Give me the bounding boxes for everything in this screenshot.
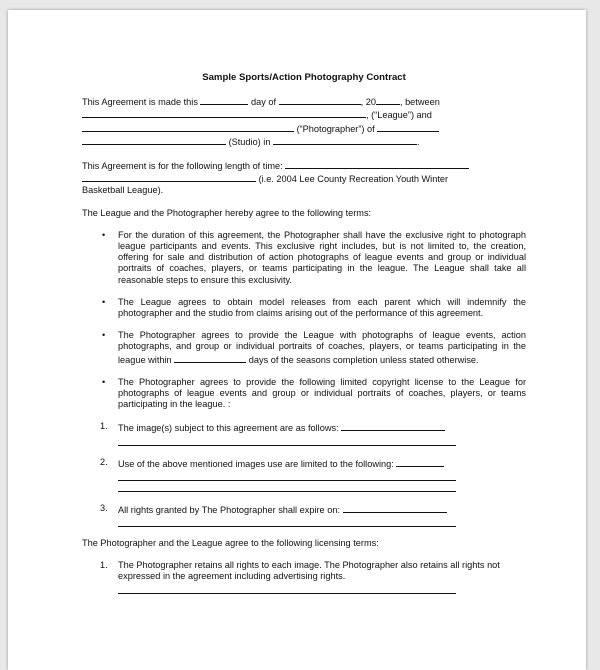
photographer-line (82, 122, 526, 135)
between-label: , between (399, 97, 440, 108)
item-number: 1. (100, 421, 108, 432)
studio-label: (Studio) in (228, 136, 271, 147)
photographer-name-blank[interactable] (82, 122, 294, 132)
agreement-parties-section (82, 95, 526, 148)
season-blank[interactable] (82, 172, 256, 182)
license-item-images-text: The image(s) subject to this agreement are as follows: (118, 423, 339, 434)
photographer-label: (“Photographer”) of (296, 123, 375, 134)
day-blank[interactable] (200, 95, 248, 105)
length-line-1 (82, 159, 526, 172)
length-blank[interactable] (285, 159, 469, 169)
rights-blank-line[interactable] (118, 583, 456, 594)
bullet-icon: • (102, 296, 106, 307)
term-delivery (82, 330, 526, 366)
usage-blank-line-2[interactable] (118, 470, 456, 481)
league-line (82, 108, 526, 121)
term-exclusivity (82, 230, 526, 286)
studio-period: . (417, 136, 420, 147)
agreement-made-label: This Agreement is made this (82, 97, 198, 108)
expiry-blank[interactable] (343, 503, 447, 513)
license-items-list (82, 421, 526, 527)
terms-intro: The League and the Photographer hereby agree to the following terms: (82, 207, 372, 218)
agreement-length-section (82, 159, 526, 197)
bullet-icon: • (102, 376, 106, 387)
contract-title: Sample Sports/Action Photography Contract (202, 72, 406, 83)
term-delivery-text-a: The Photographer agrees to provide the League with photographs of league events, action photographs, and group or individual portraits of coaches, players, or teams participating in the league within (118, 330, 526, 365)
images-blank-line-2[interactable] (118, 435, 456, 446)
license-item-expiry-text: All rights granted by The Photographer shall expire on: (118, 504, 340, 515)
licensing-terms-intro: The Photographer and the League agree to the following licensing terms: (82, 538, 379, 549)
item-number: 2. (100, 456, 108, 467)
league-name-blank[interactable] (82, 108, 366, 118)
league-label: , (“League”) and (366, 110, 432, 121)
term-copyright-license-text: The Photographer agrees to provide the following limited copyright license to the League for photographs of league events and group or individual portraits of coaches, players, or teams participating in the league. : (118, 376, 526, 410)
year-blank[interactable] (376, 95, 400, 105)
images-blank[interactable] (341, 421, 445, 431)
expiry-blank-line-2[interactable] (118, 516, 456, 527)
document-page (8, 10, 586, 670)
bullet-icon: • (102, 330, 106, 341)
length-line-2 (82, 172, 526, 185)
licensing-terms-list (82, 560, 526, 593)
contract-body (82, 72, 526, 594)
agreement-date-line (82, 95, 526, 108)
studio-name-blank[interactable] (82, 135, 226, 145)
month-blank[interactable] (279, 95, 361, 105)
length-example: (i.e. 2004 Lee County Recreation Youth Winter (258, 174, 449, 185)
terms-bullet-list (82, 230, 526, 411)
usage-blank[interactable] (396, 457, 444, 467)
licensing-term-rights-text: The Photographer retains all rights to each image. The Photographer also retains all rights not expressed in the agreement including advertising rights. (118, 560, 500, 582)
usage-blank-line-3[interactable] (118, 481, 456, 492)
term-copyright-license (82, 377, 526, 411)
license-item-usage (82, 457, 526, 492)
studio-location-blank[interactable] (273, 135, 417, 145)
length-line-3: Basketball League). (82, 185, 164, 196)
bullet-icon: • (102, 229, 106, 240)
item-number: 1. (100, 560, 108, 571)
term-delivery-text-b: days of the seasons completion unless stated otherwise. (248, 354, 479, 365)
licensing-term-rights (82, 560, 526, 593)
license-item-images (82, 421, 526, 445)
term-model-releases-text: The League agrees to obtain model releases from each parent which will indemnify the photographer and the studio from claims arising out of the performance of this agreement. (118, 296, 526, 319)
delivery-days-blank[interactable] (174, 353, 246, 363)
term-exclusivity-text: For the duration of this agreement, the Photographer shall have the exclusive right to photograph league participants and events. This exclusive right includes, but is not limited to, the creation, offering for sale and distribution of action photographs of league events and group or individual portraits of coaches, players, or teams participating in the league. The League shall take all reasonable steps to ensure this exclusivity. (118, 229, 526, 285)
year-prefix-label: , 20 (360, 97, 376, 108)
photographer-location-blank[interactable] (377, 122, 439, 132)
studio-line (82, 135, 526, 148)
length-label: This Agreement is for the following length of time: (82, 161, 283, 172)
item-number: 3. (100, 502, 108, 513)
license-item-usage-text: Use of the above mentioned images use are limited to the following: (118, 458, 394, 469)
license-item-expiry (82, 503, 526, 527)
term-model-releases (82, 297, 526, 319)
day-of-label: day of (251, 97, 277, 108)
